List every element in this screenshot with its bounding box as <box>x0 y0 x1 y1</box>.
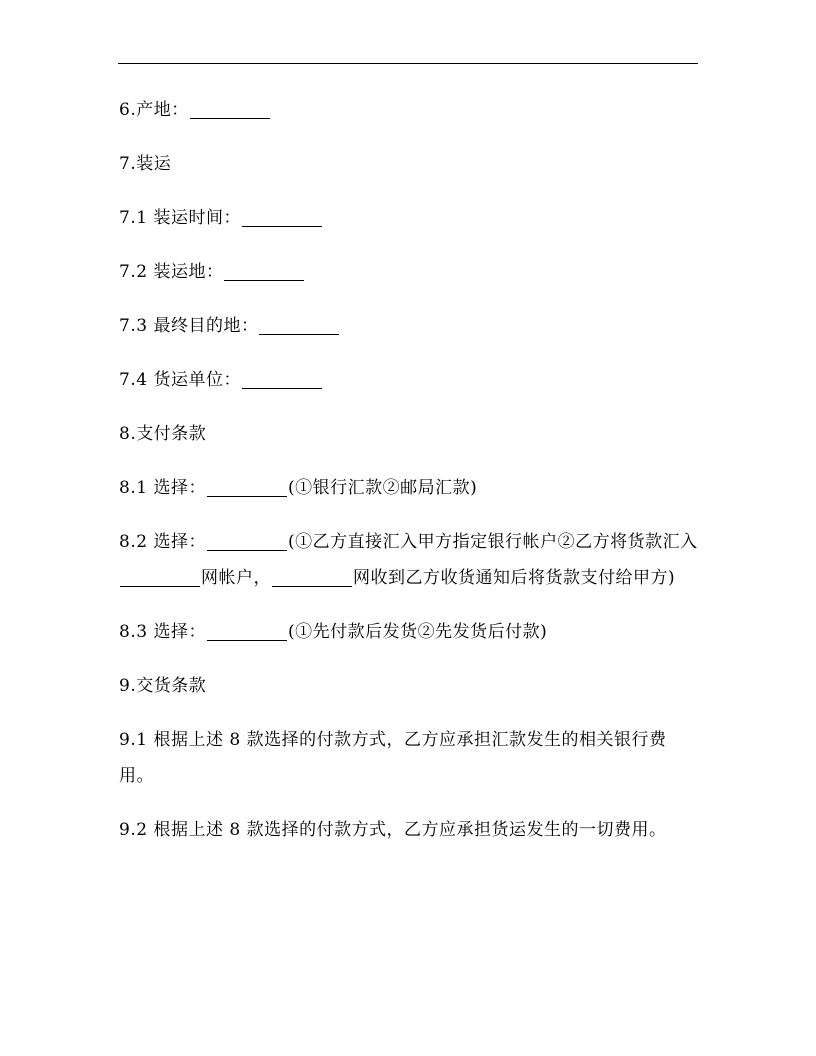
clause-8-1 <box>119 470 699 506</box>
clause-8-2 <box>119 524 699 596</box>
payment-choice-blank-1 <box>207 476 287 497</box>
clause-7-2 <box>119 254 699 290</box>
network-blank-2 <box>272 566 352 587</box>
clause-8-3 <box>119 614 699 650</box>
clause-7-1 <box>119 200 699 236</box>
clause-9-2: 9.2 根据上述 8 款选择的付款方式，乙方应承担货运发生的一切费用。 <box>119 820 667 840</box>
clause-9-heading: 9.交货条款 <box>119 676 207 696</box>
clause-7-4 <box>119 362 699 398</box>
clause-7-3-label: 7.3 最终目的地： <box>119 316 259 336</box>
clause-7-4-label: 7.4 货运单位： <box>119 370 241 390</box>
clause-7-heading: 7.装运 <box>119 154 172 174</box>
header-rule <box>118 63 698 64</box>
clause-8-3-options: (①先付款后发货②先发货后付款) <box>287 622 548 642</box>
shipping-time-blank <box>242 206 322 227</box>
clause-8-1-options: (①银行汇款②邮局汇款) <box>287 478 478 498</box>
clause-7-3 <box>119 308 699 344</box>
clause-9-1: 9.1 根据上述 8 款选择的付款方式，乙方应承担汇款发生的相关银行费用。 <box>119 730 667 786</box>
clause-8-2-label: 8.2 选择： <box>119 532 206 552</box>
shipping-place-blank <box>224 260 304 281</box>
network-blank-1 <box>120 566 200 587</box>
document-body <box>119 92 699 866</box>
payment-choice-blank-2 <box>207 530 287 551</box>
clause-7-2-label: 7.2 装运地： <box>119 262 224 282</box>
clause-8-2-options-b: 网帐户， <box>201 568 271 588</box>
clause-8-heading: 8.支付条款 <box>119 424 207 444</box>
clause-8-2-options-c: 网收到乙方收货通知后将货款支付给甲方) <box>353 568 676 588</box>
clause-8-1-label: 8.1 选择： <box>119 478 206 498</box>
destination-blank <box>259 314 339 335</box>
freight-unit-blank <box>242 368 322 389</box>
clause-8-2-options-a: (①乙方直接汇入甲方指定银行帐户②乙方将货款汇入 <box>287 532 698 552</box>
clause-8-3-label: 8.3 选择： <box>119 622 206 642</box>
clause-6-label: 6.产地： <box>119 100 189 120</box>
origin-blank <box>190 98 270 119</box>
clause-7-1-label: 7.1 装运时间： <box>119 208 241 228</box>
payment-choice-blank-3 <box>207 620 287 641</box>
clause-6-origin <box>119 92 699 128</box>
